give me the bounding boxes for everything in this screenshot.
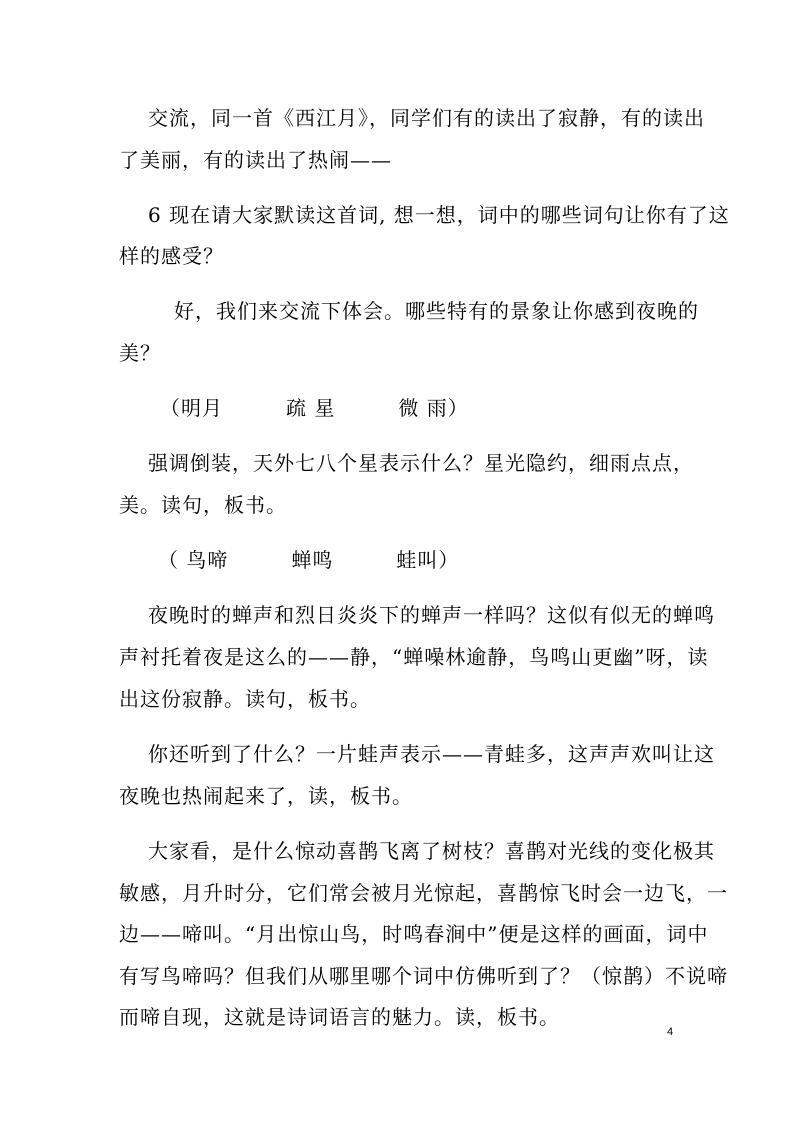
sound-list-line: （ 鸟啼 蝉鸣 蛙叫） [158, 548, 460, 572]
paragraph-line: 6 现在请大家默读这首词, 想一想，词中的哪些词句让你有了这 [148, 203, 730, 227]
paragraph-line: 敏感，月升时分，它们常会被月光惊起，喜鹊惊飞时会一边飞，一 [119, 881, 728, 905]
paragraph-line: 美。读句，板书。 [119, 493, 287, 517]
paragraph-line: 大家看，是什么惊动喜鹊飞离了树枝？喜鹊对光线的变化极其 [148, 839, 715, 863]
paragraph-line: 边——啼叫。“月出惊山鸟，时鸣春涧中”便是这样的画面，词中 [119, 922, 709, 946]
paragraph-line: 出这份寂静。读句，板书。 [119, 687, 371, 711]
paragraph-line: 美？ [119, 341, 161, 365]
paragraph-line: 强调倒装，天外七八个星表示什么？星光隐约，细雨点点， [148, 451, 694, 475]
paragraph-line: 交流，同一首《西江月》，同学们有的读出了寂静，有的读出 [148, 106, 705, 130]
paragraph-line: 声衬托着夜是这么的——静，“蝉噪林逾静，鸟鸣山更幽”呀，读 [119, 645, 709, 669]
image-list-line: （明月 疏 星 微 雨） [160, 396, 469, 420]
paragraph-line: 有写鸟啼吗？但我们从哪里哪个词中仿佛听到了？（惊鹊）不说啼 [119, 964, 728, 988]
paragraph-line: 而啼自现，这就是诗词语言的魅力。读，板书。 [119, 1005, 560, 1029]
paragraph-line: 了美丽，有的读出了热闹—— [119, 148, 392, 172]
page-number: 4 [667, 1026, 674, 1038]
paragraph-line: 样的感受？ [119, 244, 224, 268]
paragraph-line: 夜晚也热闹起来了，读，板书。 [119, 784, 413, 808]
paragraph-line: 好，我们来交流下体会。哪些特有的景象让你感到夜晚的 [174, 299, 699, 323]
paragraph-line: 夜晚时的蝉声和烈日炎炎下的蝉声一样吗？这似有似无的蝉鸣 [148, 603, 715, 627]
paragraph-line: 你还听到了什么？一片蛙声表示——青蛙多，这声声欢叫让这 [148, 742, 715, 766]
